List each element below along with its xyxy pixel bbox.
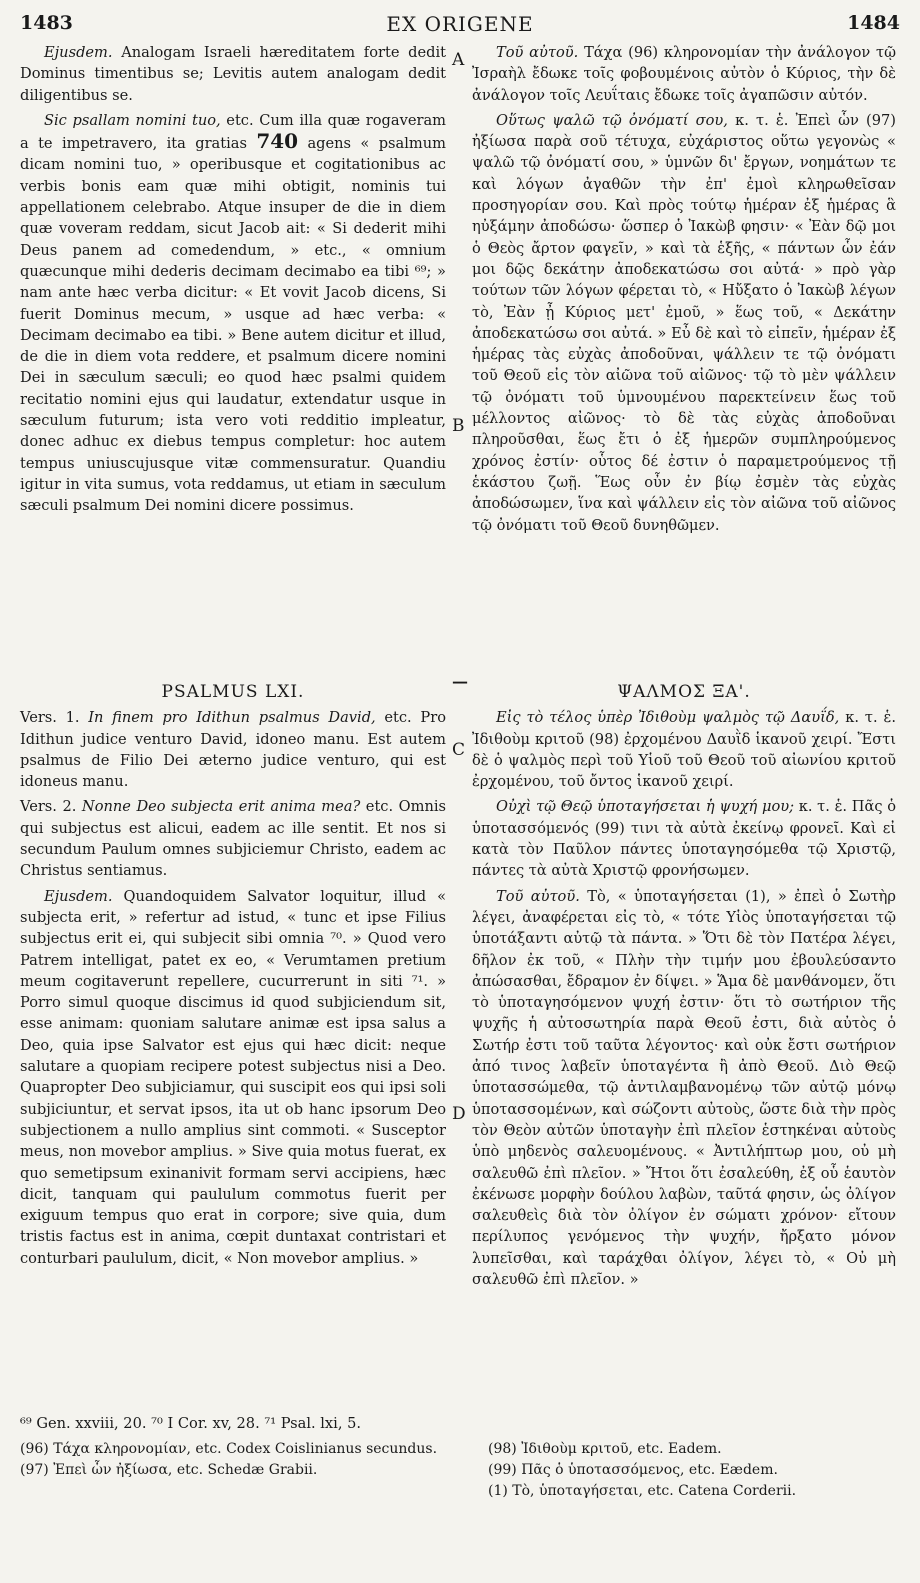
paragraph-text: Τάχα (96) κληρονομίαν τὴν ἀνάλογον τῷ Ἰσραὴλ ἔδωκε τοῖς φοβουμένοις αὐτὸν ὁ Κύριος, τὴν δὲ ἀνάλογον τοῖς Λευΐταις ἔδωκε τοῖς ἀγαπῶσιν αὐτόν. — [472, 44, 896, 104]
paragraph-label: Ejusdem. — [44, 887, 113, 905]
latin-column-psalm — [20, 682, 446, 1273]
paragraph-text: etc. Cum illa quæ rogaveram a te impetravero, ita gratias — [20, 111, 446, 153]
margin-marker-c: C — [452, 740, 466, 760]
greek-paragraph — [472, 886, 896, 1291]
greek-paragraph — [472, 707, 896, 792]
latin-paragraph — [20, 886, 446, 1269]
page-header — [20, 12, 900, 42]
paragraph-label: Ejusdem. — [44, 44, 113, 61]
footnote: (98) Ἰδιθοὺμ κριτοῦ, etc. Eadem. — [488, 1441, 722, 1457]
latin-paragraph — [20, 110, 446, 517]
psalm-heading-latin: PSALMUS LXI. — [161, 682, 305, 702]
footnote: (97) Ἐπεὶ ὧν ἠξίωσα, etc. Schedæ Grabii. — [20, 1462, 318, 1478]
psalm-heading-greek: ΨΑΛΜΟΣ ΞΑ'. — [617, 682, 751, 702]
paragraph-text: Analogam Israeli hæreditatem forte dedit Dominus timentibus se; Levitis autem analogam dedit diligentibus se. — [20, 44, 446, 104]
margin-marker-b: B — [452, 416, 465, 436]
section-separator: — — [452, 672, 468, 691]
verse-title: Nonne Deo subjecta erit anima mea? — [76, 798, 361, 816]
paragraph-text: Quandoquidem Salvator loquitur, illud « subjecta erit, » refertur ad istud, « tunc et ipse Filius subjectus erit ei, qui subjecit sibi omnia ⁷⁰. » Quod vero Patrem intelligat, patet ex eo, « Verumtamen pretium meum cogitaverunt repellere, cucurrerunt in siti ⁷¹. » Porro simul quoque discimus id quod subjiciendum sit, esse animam: quoniam salutare animæ est ipsa salus a Deo, quia ipse Salvator est ejus qui hæc dicit: neque salutare a quopiam recipere potest subjectus nisi a Deo. Quapropter Deo subjiciamur, qui suscipit eos qui ipsi soli subjiciuntur, et servat ipsos, ita ut ob hanc ipsorum Deo subjectionem a nullo amplius sint commoti. « Susceptor meus, non movebor amplius. » Sive quia motus fuerat, ex quo semetipsum exinanivit formam servi accipiens, hæc dicit, tanquam qui paululum commotus fuerit per exiguum tempus quo erat in corpore; sive quia, dum tristis factus est in anima, cœpit duntaxat contristari et conturbari paululum, dicit, « Non movebor amplius. » — [20, 887, 446, 1267]
lemma: Οὕτως ψαλῶ τῷ ὀνόματί σου, — [496, 111, 728, 129]
latin-column-top — [20, 42, 446, 521]
page-number-left: 1483 — [20, 12, 73, 34]
greek-paragraph — [472, 110, 896, 536]
footnote: (99) Πᾶς ὁ ὑποτασσόμενος, etc. Eædem. — [488, 1462, 778, 1478]
margin-marker-a: A — [452, 50, 465, 70]
paragraph-text: etc. Omnis qui subjectus est alicui, eadem ac ille sentit. Et nos si secundum Paulum omnes subjiciemur Christo, eadem ac Christus sentiamus. — [20, 798, 447, 880]
verse-paragraph — [20, 707, 446, 792]
paragraph-text: etc. Pro Idithun judice venturo David, idoneo manu. Est autem psalmus de Filio Dei æterno judice venturo, qui est idoneus manu. — [20, 709, 446, 791]
page-number-right: 1484 — [847, 12, 900, 34]
paragraph-label: Τοῦ αὐτοῦ. — [496, 44, 579, 61]
footnote: (96) Τάχα κληρονομίαν, etc. Codex Coislinianus secundus. — [20, 1441, 438, 1457]
paragraph-text: agens « psalmum dicam nomini tuo, » operibusque et cogitationibus ac verbis bonis eam quæ mihi obtigit, nominis tui appellationem celebrabo. Atque insuper de die in diem quæ voveram reddam, sicut Jacob ait: « Si dederit mihi Deus panem ad comedendum, » etc., « omnium quæcunque mihi dederis decimam decimabo ea tibi ⁶⁹; » nam ante hæc verba dicitur: « Et vovit Jacob dicens, Si fuerit Dominus mecum, » usque ad hæc verba: « Decimam decimabo ea tibi. » Bene autem dicitur et illud, de die in diem vota reddere, et psalmum dicere nomini Dei in sæculum sæculi; eo quod hæc psalmi quidem recitatio nomini ejus qui laudatur, extendatur usque in sæculum futurum; ista vero voti redditio impleatur, donec adhuc ex diebus tempus completur: hoc autem tempus uniuscujusque vitæ commensuratur. Quandiu igitur in vita sumus, vota reddamus, ut etiam in sæculum sæculi psalmum Dei nomini dicere possimus. — [20, 135, 446, 515]
paragraph-text: Τὸ, « ὑποταγήσεται (1), » ἐπεὶ ὁ Σωτὴρ λέγει, ἀναφέρεται εἰς τὸ, « τότε Υἱὸς ὑποταγήσεται τῷ ὑποτάξαντι αὐτῷ τὰ πάντα. » Ὅτι δὲ τὸν Πατέρα λέγει, δῆλον ἐκ τοῦ, « Πλὴν τὴν τιμήν μου ἐβουλεύσαντο ἀπώσασθαι, ἔδραμον ἐν δίψει. » Ἅμα δὲ μανθάνομεν, ὅτι τὸ ὑποταγησόμενον ψυχή ἐστιν· ὅτι τὸ σωτήριον τῆς ψυχῆς ἡ αὐτοσωτηρία παρὰ Θεοῦ ἐστι, διὰ αὐτὸς ὁ Σωτήρ ἐστι τοῦ ταῦτα λέγοντος· καὶ οὐκ ἔστι σωτήριον ἀπό τινος λαβεῖν ὑποταγέντα ἢ ἀπὸ Θεοῦ. Διὸ Θεῷ ὑποτασσώμεθα, τῷ ἀντιλαμβανομένῳ τῶν αὐτῷ μόνῳ ὑποτασσομένων, καὶ σώζοντι αὐτοὺς, ὥστε διὰ τὴν πρὸς τὸν Θεὸν αὐτῶν ὑποταγὴν ἐπὶ πλεῖον ἑστηκέναι αὐτοὺς ὑπὸ μηδενὸς σαλευομένους. « Ἀντιλήπτωρ μου, οὐ μὴ σαλευθῶ ἐπὶ πλεῖον. » Ἤτοι ὅτι ἐσαλεύθη, ἐξ οὗ ἑαυτὸν ἐκένωσε μορφὴν δούλου λαβὼν, ταῦτά φησιν, ὡς ὀλίγον σαλευθεὶς διὰ τὸν ὀλίγον ἐν σώματι χρόνον· εἴτουν περίλυπος γενόμενος τὴν ψυχήν, ἤρξατο μόνον λυπεῖσθαι, καὶ ταράχθαι ὀλίγον, λέγει τὸ, « Οὐ μὴ σαλευθῶ ἐπὶ πλεῖον. » — [472, 887, 896, 1289]
verse-title: In finem pro Idithun psalmus David, — [79, 709, 376, 727]
lemma: Sic psallam nomini tuo, — [44, 111, 221, 129]
paragraph-label: Τοῦ αὐτοῦ. — [496, 887, 580, 905]
verse-paragraph — [20, 796, 446, 881]
verse-title: Εἰς τὸ τέλος ὑπὲρ Ἰδιθοὺμ ψαλμὸς τῷ Δαυΐδ, — [496, 709, 840, 727]
footnotes-right — [488, 1440, 908, 1503]
verse-label: Vers. 1. — [20, 709, 80, 727]
verse-label: Vers. 2. — [20, 798, 77, 816]
greek-column-top — [472, 42, 896, 540]
scripture-references: ⁶⁹ Gen. xxviii, 20. ⁷⁰ I Cor. xv, 28. ⁷¹ Psal. lxi, 5. — [20, 1415, 362, 1432]
running-title: EX ORIGENE — [386, 12, 534, 36]
verse-title: Οὐχὶ τῷ Θεῷ ὑποταγήσεται ἡ ψυχή μου; — [496, 798, 795, 816]
footnotes-left — [20, 1440, 450, 1482]
paragraph-text: κ. τ. ἑ. Ἐπεὶ ὧν (97) ἠξίωσα παρὰ σοῦ τέτυχα, εὐχάριστος οὕτω γεγονὼς « ψαλῶ τῷ ὀνόματί σου, » ὑμνῶν δι' ἔργων, νοημάτων τε καὶ λόγων ἀγαθῶν τὴν ἐπ' ἐμοὶ κληρωθεῖσαν προσηγορίαν σου. Καὶ πρὸς τούτῳ ἡμέραν ἐξ ἡμέρας ἃ ηὐξάμην ἀποδώσω· ὥσπερ ὁ Ἰακὼβ φησιν· « Ἐὰν δῷ μοι ὁ Θεὸς ἄρτον φαγεῖν, » καὶ τὰ ἑξῆς, « πάντων ὧν ἐάν μοι δῷς δεκάτην ἀποδεκατώσω σοι αὐτά· » πρὸ γὰρ τούτων τῶν λόγων φέρεται τὸ, « Ηὔξατο ὁ Ἰακὼβ λέγων τὸ, Ἐὰν ᾖ Κύριος μετ' ἐμοῦ, » ἕως τοῦ, « Δεκάτην ἀποδεκατώσω σοι αὐτά. » Εὖ δὲ καὶ τὸ εἰπεῖν, ἡμέραν ἐξ ἡμέρας τὰς εὐχὰς ἀποδοῦναι, ψάλλειν τε τῷ ὀνόματι τοῦ Θεοῦ εἰς τὸν αἰῶνα τοῦ αἰῶνος· τῷ τὸ μὲν ψάλλειν τῷ ὀνόματι τοῦ ὑμνουμένου παρεκτείνειν ἕως τοῦ μέλλοντος αἰῶνος· τὸ δὲ τὰς εὐχὰς ἀποδοῦναι πληροῦσθαι, ἕως ἔτι ὁ ἐξ ἡμερῶν συμπληρούμενος χρόνος ἐστίν· οὗτος δέ ἐστιν ὁ παραμετρούμενος τῇ ἑκάστου ζωῇ. Ἕως οὖν ἐν βίῳ ἐσμὲν τὰς εὐχὰς ἀποδώσωμεν, ἵνα καὶ ψάλλειν εἰς τὸν αἰῶνα τοῦ αἰῶνος τῷ ὀνόματι τοῦ Θεοῦ δυνηθῶμεν. — [472, 111, 896, 534]
latin-paragraph — [20, 42, 446, 106]
greek-column-psalm — [472, 682, 896, 1294]
paragraph-text: κ. τ. ἑ. Πᾶς ὁ ὑποτασσόμενός (99) τινι τὰ αὐτὰ ἐκείνῳ φρονεῖ. Καὶ εἰ κατὰ τὸν Παῦλον πάντες ὑποταγησόμεθα τῷ Χριστῷ, πάντες τὰ αὐτὰ Χριστῷ φρονήσωμεν. — [472, 798, 896, 880]
greek-paragraph — [472, 796, 896, 881]
paragraph-text: κ. τ. ἑ. Ἰδιθοὺμ κριτοῦ (98) ἐρχομένου Δαυῒδ ἱκανοῦ χειρί. Ἔστι δὲ ὁ ψαλμὸς περὶ τοῦ Υἱοῦ τοῦ Θεοῦ τοῦ αἰωνίου κριτοῦ ἐρχομένου, τοῦ ὄντος ἱκανοῦ χειρί. — [472, 709, 896, 791]
column-number: 740 — [256, 129, 299, 154]
margin-marker-d: D — [452, 1104, 466, 1124]
greek-paragraph — [472, 42, 896, 106]
footnote: (1) Τὸ, ὑποταγήσεται, etc. Catena Corderii. — [488, 1483, 797, 1499]
